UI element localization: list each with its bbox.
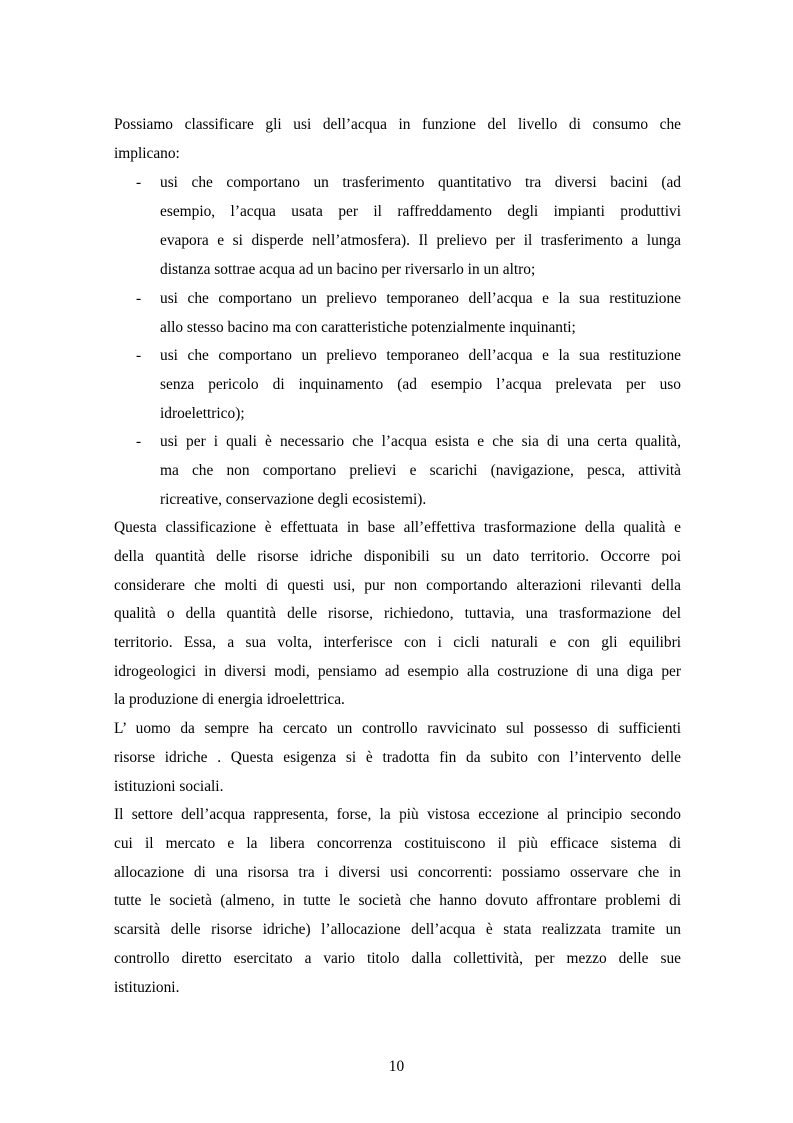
text-line: ma che non comportano prelievi e scarichi (navigazione, pesca, attività <box>160 462 681 479</box>
text-line: Possiamo classificare gli usi dell’acqua in funzione del livello di consumo che <box>114 116 681 133</box>
text-line: risorse idriche . Questa esigenza si è tradotta fin da subito con l’intervento delle <box>114 749 681 766</box>
text-line: senza pericolo di inquinamento (ad esempio l’acqua prelevata per uso <box>160 376 681 393</box>
text-line: la produzione di energia idroelettrica. <box>114 691 345 708</box>
text-line: esempio, l’acqua usata per il raffreddamento degli impianti produttivi <box>160 203 681 220</box>
page-number: 10 <box>388 1058 405 1075</box>
text-line: considerare che molti di questi usi, pur non comportando alterazioni rilevanti della <box>114 577 681 594</box>
text-line: istituzioni. <box>114 979 180 996</box>
bullet-dash: - <box>136 433 142 450</box>
text-line: idroelettrico); <box>160 405 245 422</box>
text-line: cui il mercato e la libera concorrenza costituiscono il più efficace sistema di <box>114 835 681 852</box>
text-line: idrogeologici in diversi modi, pensiamo ad esempio alla costruzione di una diga per <box>114 663 681 680</box>
text-line: della quantità delle risorse idriche disponibili su un dato territorio. Occorre poi <box>114 548 681 565</box>
text-line: L’ uomo da sempre ha cercato un controllo ravvicinato sul possesso di sufficienti <box>114 720 681 737</box>
bullet-dash: - <box>136 174 142 191</box>
text-line: usi per i quali è necessario che l’acqua esista e che sia di una certa qualità, <box>160 433 681 450</box>
bullet-dash: - <box>136 290 142 307</box>
text-line: usi che comportano un prelievo temporaneo dell’acqua e la sua restituzione <box>160 347 681 364</box>
text-line: usi che comportano un prelievo temporaneo dell’acqua e la sua restituzione <box>160 290 681 307</box>
text-line: ricreative, conservazione degli ecosistemi). <box>160 491 427 508</box>
text-line: scarsità delle risorse idriche) l’allocazione dell’acqua è stata realizzata tramite un <box>114 921 681 938</box>
text-line: usi che comportano un trasferimento quantitativo tra diversi bacini (ad <box>160 174 681 191</box>
text-line: qualità o della quantità delle risorse, richiedono, tuttavia, una trasformazione del <box>114 605 681 622</box>
text-line: controllo diretto esercitato a vario titolo dalla collettività, per mezzo delle sue <box>114 950 681 967</box>
text-line: territorio. Essa, a sua volta, interferisce con i cicli naturali e con gli equilibri <box>114 634 681 651</box>
text-line: implicano: <box>114 145 180 162</box>
text-line: evapora e si disperde nell’atmosfera). Il prelievo per il trasferimento a lunga <box>160 232 681 249</box>
text-line: Questa classificazione è effettuata in base all’effettiva trasformazione della qualità e <box>114 519 681 536</box>
text-line: tutte le società (almeno, in tutte le società che hanno dovuto affrontare problemi di <box>114 892 681 909</box>
text-line: allocazione di una risorsa tra i diversi usi concorrenti: possiamo osservare che in <box>114 864 681 881</box>
text-line: allo stesso bacino ma con caratteristiche potenzialmente inquinanti; <box>160 319 576 336</box>
text-line: istituzioni sociali. <box>114 778 224 795</box>
text-line: Il settore dell’acqua rappresenta, forse, la più vistosa eccezione al principio secondo <box>114 806 681 823</box>
bullet-dash: - <box>136 347 142 364</box>
text-line: distanza sottrae acqua ad un bacino per riversarlo in un altro; <box>160 261 536 278</box>
